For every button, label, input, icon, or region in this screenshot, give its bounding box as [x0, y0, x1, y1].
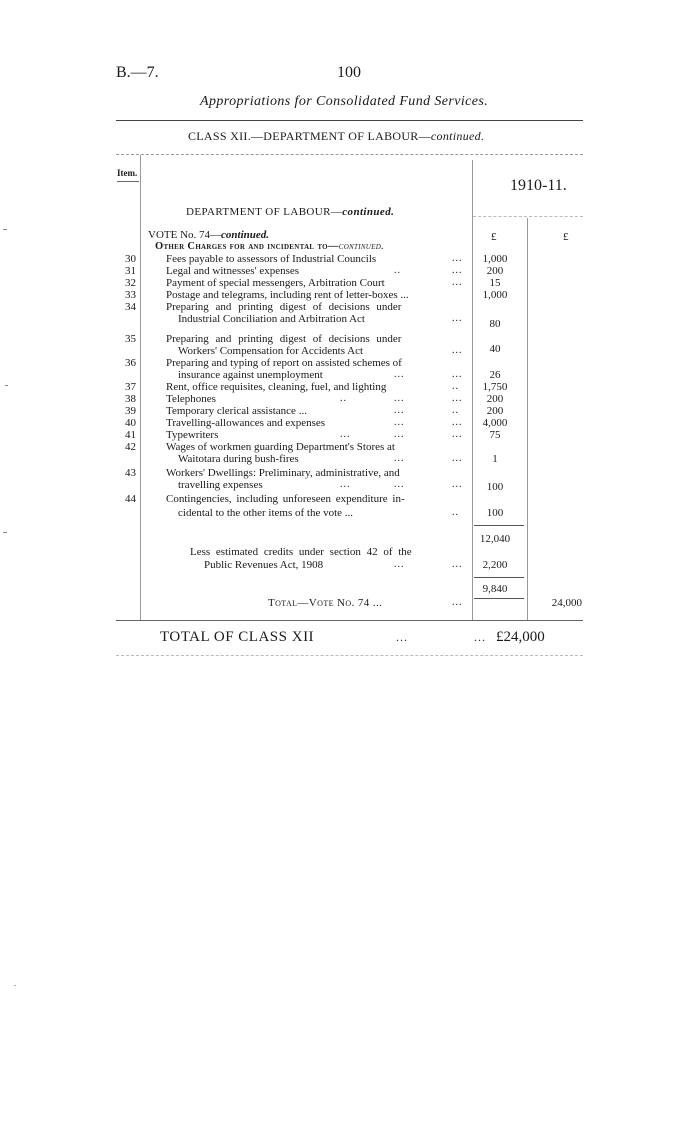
net-underline	[474, 598, 524, 599]
item-number: 42	[125, 441, 136, 453]
item-number: 43	[125, 467, 136, 479]
item-amount: 1,000	[482, 289, 508, 301]
item-description: Temporary clerical assistance ...	[166, 405, 307, 417]
leader-dots: ...	[340, 429, 351, 440]
item-description: Telephones	[166, 393, 216, 405]
item-header-rule	[117, 181, 139, 182]
table-bottom-rule	[116, 620, 583, 621]
item-number: 30	[125, 253, 136, 265]
item-description-continued: Industrial Conciliation and Arbitration Act	[178, 313, 365, 325]
leader-dots: ...	[452, 597, 463, 608]
item-description: Rent, office requisites, cleaning, fuel, and lighting	[166, 381, 387, 393]
page-title: Appropriations for Consolidated Fund Services.	[200, 94, 489, 109]
leader-dots: ...	[452, 559, 463, 570]
leader-dots: ...	[474, 630, 486, 644]
item-number: 37	[125, 381, 136, 393]
page-bottom-rule	[116, 655, 583, 656]
item-amount: 80	[489, 318, 501, 330]
net-amount: 9,840	[482, 583, 508, 595]
total-vote-label: Total—Vote No. 74 ...	[268, 597, 383, 609]
leader-dots: ...	[394, 479, 405, 490]
page-number: 100	[337, 64, 361, 81]
item-number: 31	[125, 265, 136, 277]
item-description: Typewriters	[166, 429, 219, 441]
leader-dots: ...	[452, 277, 463, 288]
item-number: 36	[125, 357, 136, 369]
scan-speck	[3, 532, 7, 533]
scan-speck	[3, 229, 7, 230]
leader-dots: ...	[394, 417, 405, 428]
currency-symbol-total: £	[563, 231, 569, 243]
item-description: Contingencies, including unforeseen expenditure in-	[166, 493, 405, 505]
other-charges-heading	[155, 241, 384, 252]
vote-heading-italic: continued.	[221, 229, 270, 241]
leader-dots: ...	[452, 479, 463, 490]
leader-dots: ...	[340, 479, 351, 490]
leader-dots: ...	[452, 313, 463, 324]
leader-dots: ...	[394, 453, 405, 464]
item-number: 40	[125, 417, 136, 429]
item-number: 34	[125, 301, 136, 313]
leader-dots: ...	[394, 429, 405, 440]
item-amount: 200	[486, 393, 504, 405]
class-total-amount: £24,000	[496, 629, 545, 645]
leader-dots: ..	[394, 265, 401, 276]
item-description-continued: travelling expenses	[178, 479, 263, 491]
leader-dots: ..	[340, 393, 347, 404]
item-number: 32	[125, 277, 136, 289]
item-number: 35	[125, 333, 136, 345]
leader-dots: ...	[452, 345, 463, 356]
less-credits-description: Less estimated credits under section 42 of the	[190, 546, 412, 558]
item-amount: 200	[486, 265, 504, 277]
leader-dots: ...	[452, 393, 463, 404]
header-rule	[116, 120, 583, 121]
leader-dots: ...	[452, 417, 463, 428]
item-description: Payment of special messengers, Arbitration Court	[166, 277, 385, 289]
department-heading-main: DEPARTMENT OF LABOUR—	[186, 206, 343, 218]
item-number: 39	[125, 405, 136, 417]
item-description: Wages of workmen guarding Department's Stores at	[166, 441, 395, 453]
scan-speck	[14, 985, 16, 986]
total-column-rule	[527, 218, 528, 620]
scan-speck	[5, 385, 8, 386]
leader-dots: ...	[396, 630, 408, 644]
net-rule	[474, 577, 524, 578]
leader-dots: ...	[452, 453, 463, 464]
item-description: Preparing and typing of report on assisted schemes of	[166, 357, 402, 369]
item-description: Preparing and printing digest of decisions under	[166, 333, 402, 345]
item-description-continued: insurance against unemployment	[178, 369, 323, 381]
vote-heading	[148, 229, 269, 241]
item-amount: 1	[492, 453, 498, 465]
leader-dots: ...	[394, 405, 405, 416]
leader-dots: ...	[452, 369, 463, 380]
item-amount: 1,750	[482, 381, 508, 393]
leader-dots: ...	[452, 253, 463, 264]
item-description-continued: Workers' Compensation for Accidents Act	[178, 345, 364, 357]
class-heading-main: CLASS XII.—DEPARTMENT OF LABOUR—	[188, 129, 431, 143]
subtotal-amount: 12,040	[479, 533, 511, 545]
less-credits-description-continued: Public Revenues Act, 1908	[204, 559, 324, 571]
item-description-continued: Waitotara during bush-fires	[178, 453, 299, 465]
class-heading	[188, 129, 484, 144]
leader-dots: ...	[452, 429, 463, 440]
item-description: Fees payable to assessors of Industrial Councils	[166, 253, 377, 265]
item-description-continued: cidental to the other items of the vote ...	[178, 507, 354, 519]
leader-dots: ...	[394, 369, 405, 380]
department-heading	[186, 206, 394, 218]
less-credits-amount: 2,200	[482, 559, 508, 571]
item-amount: 15	[489, 277, 501, 289]
other-charges-heading-italic: continued.	[338, 241, 385, 252]
year-header: 1910-11.	[510, 177, 567, 194]
item-description: Travelling-allowances and expenses	[166, 417, 326, 429]
class-heading-rule	[116, 154, 583, 155]
item-number: 38	[125, 393, 136, 405]
department-heading-italic: continued.	[342, 206, 395, 218]
page-reference: B.—7.	[116, 64, 159, 81]
item-number: 44	[125, 493, 136, 505]
class-heading-italic: continued.	[430, 129, 485, 143]
item-amount: 100	[486, 481, 504, 493]
item-amount: 4,000	[482, 417, 508, 429]
item-amount: 75	[489, 429, 501, 441]
item-amount: 100	[486, 507, 504, 519]
item-column-header: Item.	[117, 168, 138, 178]
leader-dots: ..	[452, 405, 459, 416]
item-column-rule	[140, 155, 141, 620]
leader-dots: ...	[394, 393, 405, 404]
item-description: Postage and telegrams, including rent of letter-boxes ...	[166, 289, 409, 301]
leader-dots: ...	[394, 559, 405, 570]
subtotal-rule	[474, 525, 524, 526]
item-amount: 26	[489, 369, 501, 381]
total-vote-amount: 24,000	[551, 597, 582, 609]
item-amount: 1,000	[482, 253, 508, 265]
currency-symbol-amount: £	[491, 231, 497, 243]
item-number: 33	[125, 289, 136, 301]
item-amount: 200	[486, 405, 504, 417]
leader-dots: ..	[452, 507, 459, 518]
item-description: Preparing and printing digest of decisions under	[166, 301, 402, 313]
leader-dots: ..	[452, 381, 459, 392]
year-header-rule	[473, 216, 583, 217]
item-number: 41	[125, 429, 136, 441]
class-total-label: TOTAL OF CLASS XII	[160, 629, 315, 645]
item-description: Legal and witnesses' expenses	[166, 265, 300, 277]
item-description: Workers' Dwellings: Preliminary, administrative, and	[166, 467, 400, 479]
leader-dots: ...	[452, 265, 463, 276]
other-charges-heading-main: Other Charges for and incidental to—	[155, 241, 339, 252]
item-amount: 40	[489, 343, 501, 355]
vote-heading-main: VOTE No. 74—	[148, 229, 222, 241]
